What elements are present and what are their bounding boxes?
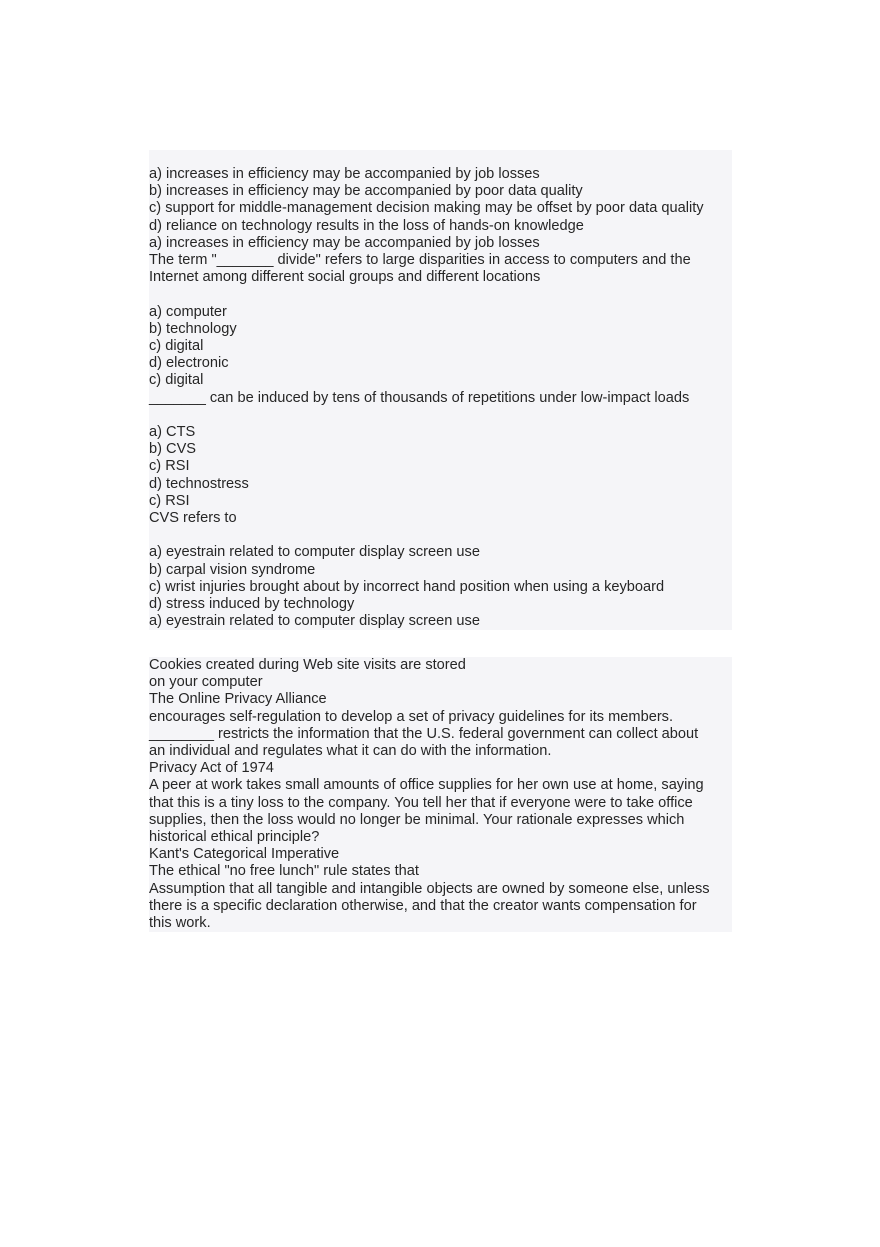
q2-question-line-2: Internet among different social groups and different locations [149, 269, 541, 286]
q4-option-d: d) stress induced by technology [149, 596, 355, 613]
q1-option-a: a) increases in efficiency may be accompanied by job losses [149, 166, 540, 182]
q4-option-a: a) eyestrain related to computer display screen use [149, 544, 480, 561]
q3-question: _______ can be induced by tens of thousands of repetitions under low-impact loads [149, 389, 690, 406]
text-line: that this is a tiny loss to the company. You tell her that if everyone were to take office [149, 794, 693, 811]
text-line: Assumption that all tangible and intangible objects are owned by someone else, unless [149, 880, 710, 897]
text-line: A peer at work takes small amounts of office supplies for her own use at home, saying [149, 777, 704, 794]
quiz-block-computer-impacts [149, 150, 732, 630]
q3-answer: c) RSI [149, 492, 190, 509]
text-line: an individual and regulates what it can do with the information. [149, 743, 552, 760]
q2-option-b: b) technology [149, 320, 237, 337]
q3-option-b: b) CVS [149, 441, 197, 458]
q4-option-c: c) wrist injuries brought about by incorrect hand position when using a keyboard [149, 578, 665, 595]
q1-option-d: d) reliance on technology results in the loss of hands-on knowledge [149, 217, 584, 234]
q2-answer: c) digital [149, 372, 204, 389]
q4-question: CVS refers to [149, 510, 237, 527]
text-line: supplies, then the loss would no longer be minimal. Your rationale expresses which [149, 811, 685, 828]
q4-answer: a) eyestrain related to computer display screen use [149, 613, 480, 630]
text-line: ________ restricts the information that the U.S. federal government can collect about [149, 725, 699, 742]
q2-option-d: d) electronic [149, 355, 229, 372]
text-line: on your computer [149, 674, 263, 691]
quiz-block-privacy-ethics [149, 657, 732, 932]
spacer [149, 286, 732, 303]
q1-option-b: b) increases in efficiency may be accompanied by poor data quality [149, 183, 583, 200]
text-line: historical ethical principle? [149, 829, 320, 846]
text-line: The Online Privacy Alliance [149, 691, 327, 708]
q3-option-d: d) technostress [149, 475, 249, 492]
text-line: Kant's Categorical Imperative [149, 846, 340, 863]
q3-option-c: c) RSI [149, 458, 190, 475]
text-line: this work. [149, 915, 211, 932]
spacer [149, 407, 732, 424]
text-line: Cookies created during Web site visits are stored [149, 657, 466, 673]
text-line: there is a specific declaration otherwise, and that the creator wants compensation for [149, 897, 697, 914]
q3-option-a: a) CTS [149, 424, 196, 441]
q1-option-c: c) support for middle-management decision making may be offset by poor data quality [149, 200, 704, 217]
spacer [149, 527, 732, 544]
text-line: encourages self-regulation to develop a set of privacy guidelines for its members. [149, 708, 674, 725]
q2-option-c: c) digital [149, 338, 204, 355]
q1-answer: a) increases in efficiency may be accompanied by job losses [149, 234, 540, 251]
q2-question-line-1: The term "_______ divide" refers to large disparities in access to computers and the [149, 252, 691, 269]
text-line: Privacy Act of 1974 [149, 760, 274, 777]
text-line: The ethical "no free lunch" rule states that [149, 863, 419, 880]
q4-option-b: b) carpal vision syndrome [149, 561, 316, 578]
q2-option-a: a) computer [149, 303, 227, 320]
